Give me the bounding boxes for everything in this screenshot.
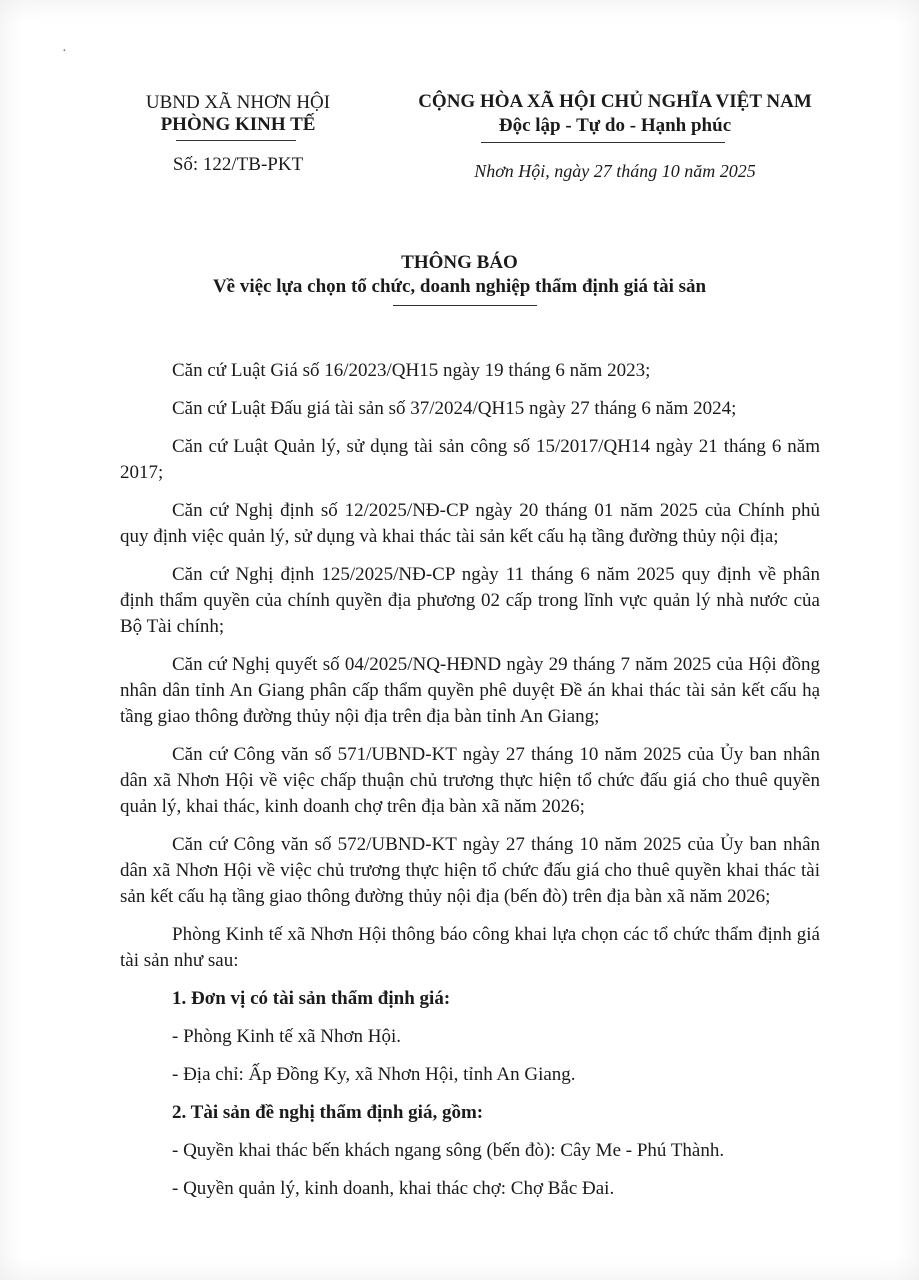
section-2-item: - Quyền quản lý, kinh doanh, khai thác chợ: Chợ Bắc Đai. xyxy=(172,1178,615,1199)
document-subject: Về việc lựa chọn tổ chức, doanh nghiệp thẩm định giá tài sản xyxy=(212,276,707,297)
legal-basis: Căn cứ Công văn số 571/UBND-KT ngày 27 tháng 10 năm 2025 của Ủy ban nhân dân xã Nhơn Hội về việc chấp thuận chủ trương thực hiện tổ chức đấu giá cho thuê quyền quản lý, khai thác, kinh doanh chợ trên địa bàn xã năm 2026; xyxy=(120,744,820,817)
subject-underline xyxy=(393,305,537,306)
document-body xyxy=(120,358,820,1214)
document-number: Số: 122/TB-PKT xyxy=(172,154,304,175)
national-heading-block xyxy=(380,90,850,138)
agency-underline xyxy=(176,140,296,141)
document-title: THÔNG BÁO xyxy=(401,252,518,273)
section-1-item: - Phòng Kinh tế xã Nhơn Hội. xyxy=(172,1026,402,1047)
parent-agency: UBND XÃ NHƠN HỘI xyxy=(145,92,331,113)
legal-basis: Căn cứ Luật Giá số 16/2023/QH15 ngày 19 tháng 6 năm 2023; xyxy=(172,360,651,381)
motto-underline xyxy=(481,142,725,143)
legal-basis: Căn cứ Nghị định 125/2025/NĐ-CP ngày 11 tháng 6 năm 2025 quy định về phân định thẩm quyền của chính quyền địa phương 02 cấp trong lĩnh vực quản lý nhà nước của Bộ Tài chính; xyxy=(120,564,820,637)
place-date: Nhơn Hội, ngày 27 tháng 10 năm 2025 xyxy=(474,161,756,181)
section-1-item: - Địa chỉ: Ấp Đồng Ky, xã Nhơn Hội, tỉnh An Giang. xyxy=(172,1064,576,1085)
legal-basis: Căn cứ Luật Đấu giá tài sản số 37/2024/QH15 ngày 27 tháng 6 năm 2024; xyxy=(172,398,737,419)
national-motto: Độc lập - Tự do - Hạnh phúc xyxy=(498,115,732,136)
intro-paragraph: Phòng Kinh tế xã Nhơn Hội thông báo công khai lựa chọn các tổ chức thẩm định giá tài sản như sau: xyxy=(120,924,820,971)
section-1-heading: 1. Đơn vị có tài sản thẩm định giá: xyxy=(172,988,451,1009)
legal-basis: Căn cứ Luật Quản lý, sử dụng tài sản công số 15/2017/QH14 ngày 21 tháng 6 năm 2017; xyxy=(120,436,820,483)
issuing-department: PHÒNG KINH TẾ xyxy=(160,114,316,135)
issuing-agency-block xyxy=(118,92,358,176)
section-2-item: - Quyền khai thác bến khách ngang sông (bến đò): Cây Me - Phú Thành. xyxy=(172,1140,725,1161)
legal-basis: Căn cứ Công văn số 572/UBND-KT ngày 27 tháng 10 năm 2025 của Ủy ban nhân dân xã Nhơn Hội về việc chủ trương thực hiện tổ chức đấu giá cho thuê quyền khai thác tài sản kết cấu hạ tầng giao thông đường thủy nội địa (bến đò) trên địa bàn xã năm 2026; xyxy=(120,834,820,907)
legal-basis: Căn cứ Nghị quyết số 04/2025/NQ-HĐND ngày 29 tháng 7 năm 2025 của Hội đồng nhân dân tỉnh An Giang phân cấp thẩm quyền phê duyệt Đề án khai thác tài sản kết cấu hạ tầng giao thông đường thủy nội địa trên địa bàn tỉnh An Giang; xyxy=(120,654,820,727)
scan-speck: · xyxy=(62,44,67,59)
legal-basis: Căn cứ Nghị định số 12/2025/NĐ-CP ngày 20 tháng 01 năm 2025 của Chính phủ quy định việc quản lý, sử dụng và khai thác tài sản kết cấu hạ tầng đường thủy nội địa; xyxy=(120,500,820,547)
national-name: CỘNG HÒA XÃ HỘI CHỦ NGHĨA VIỆT NAM xyxy=(418,91,812,112)
section-2-heading: 2. Tài sản đề nghị thẩm định giá, gồm: xyxy=(172,1102,484,1123)
